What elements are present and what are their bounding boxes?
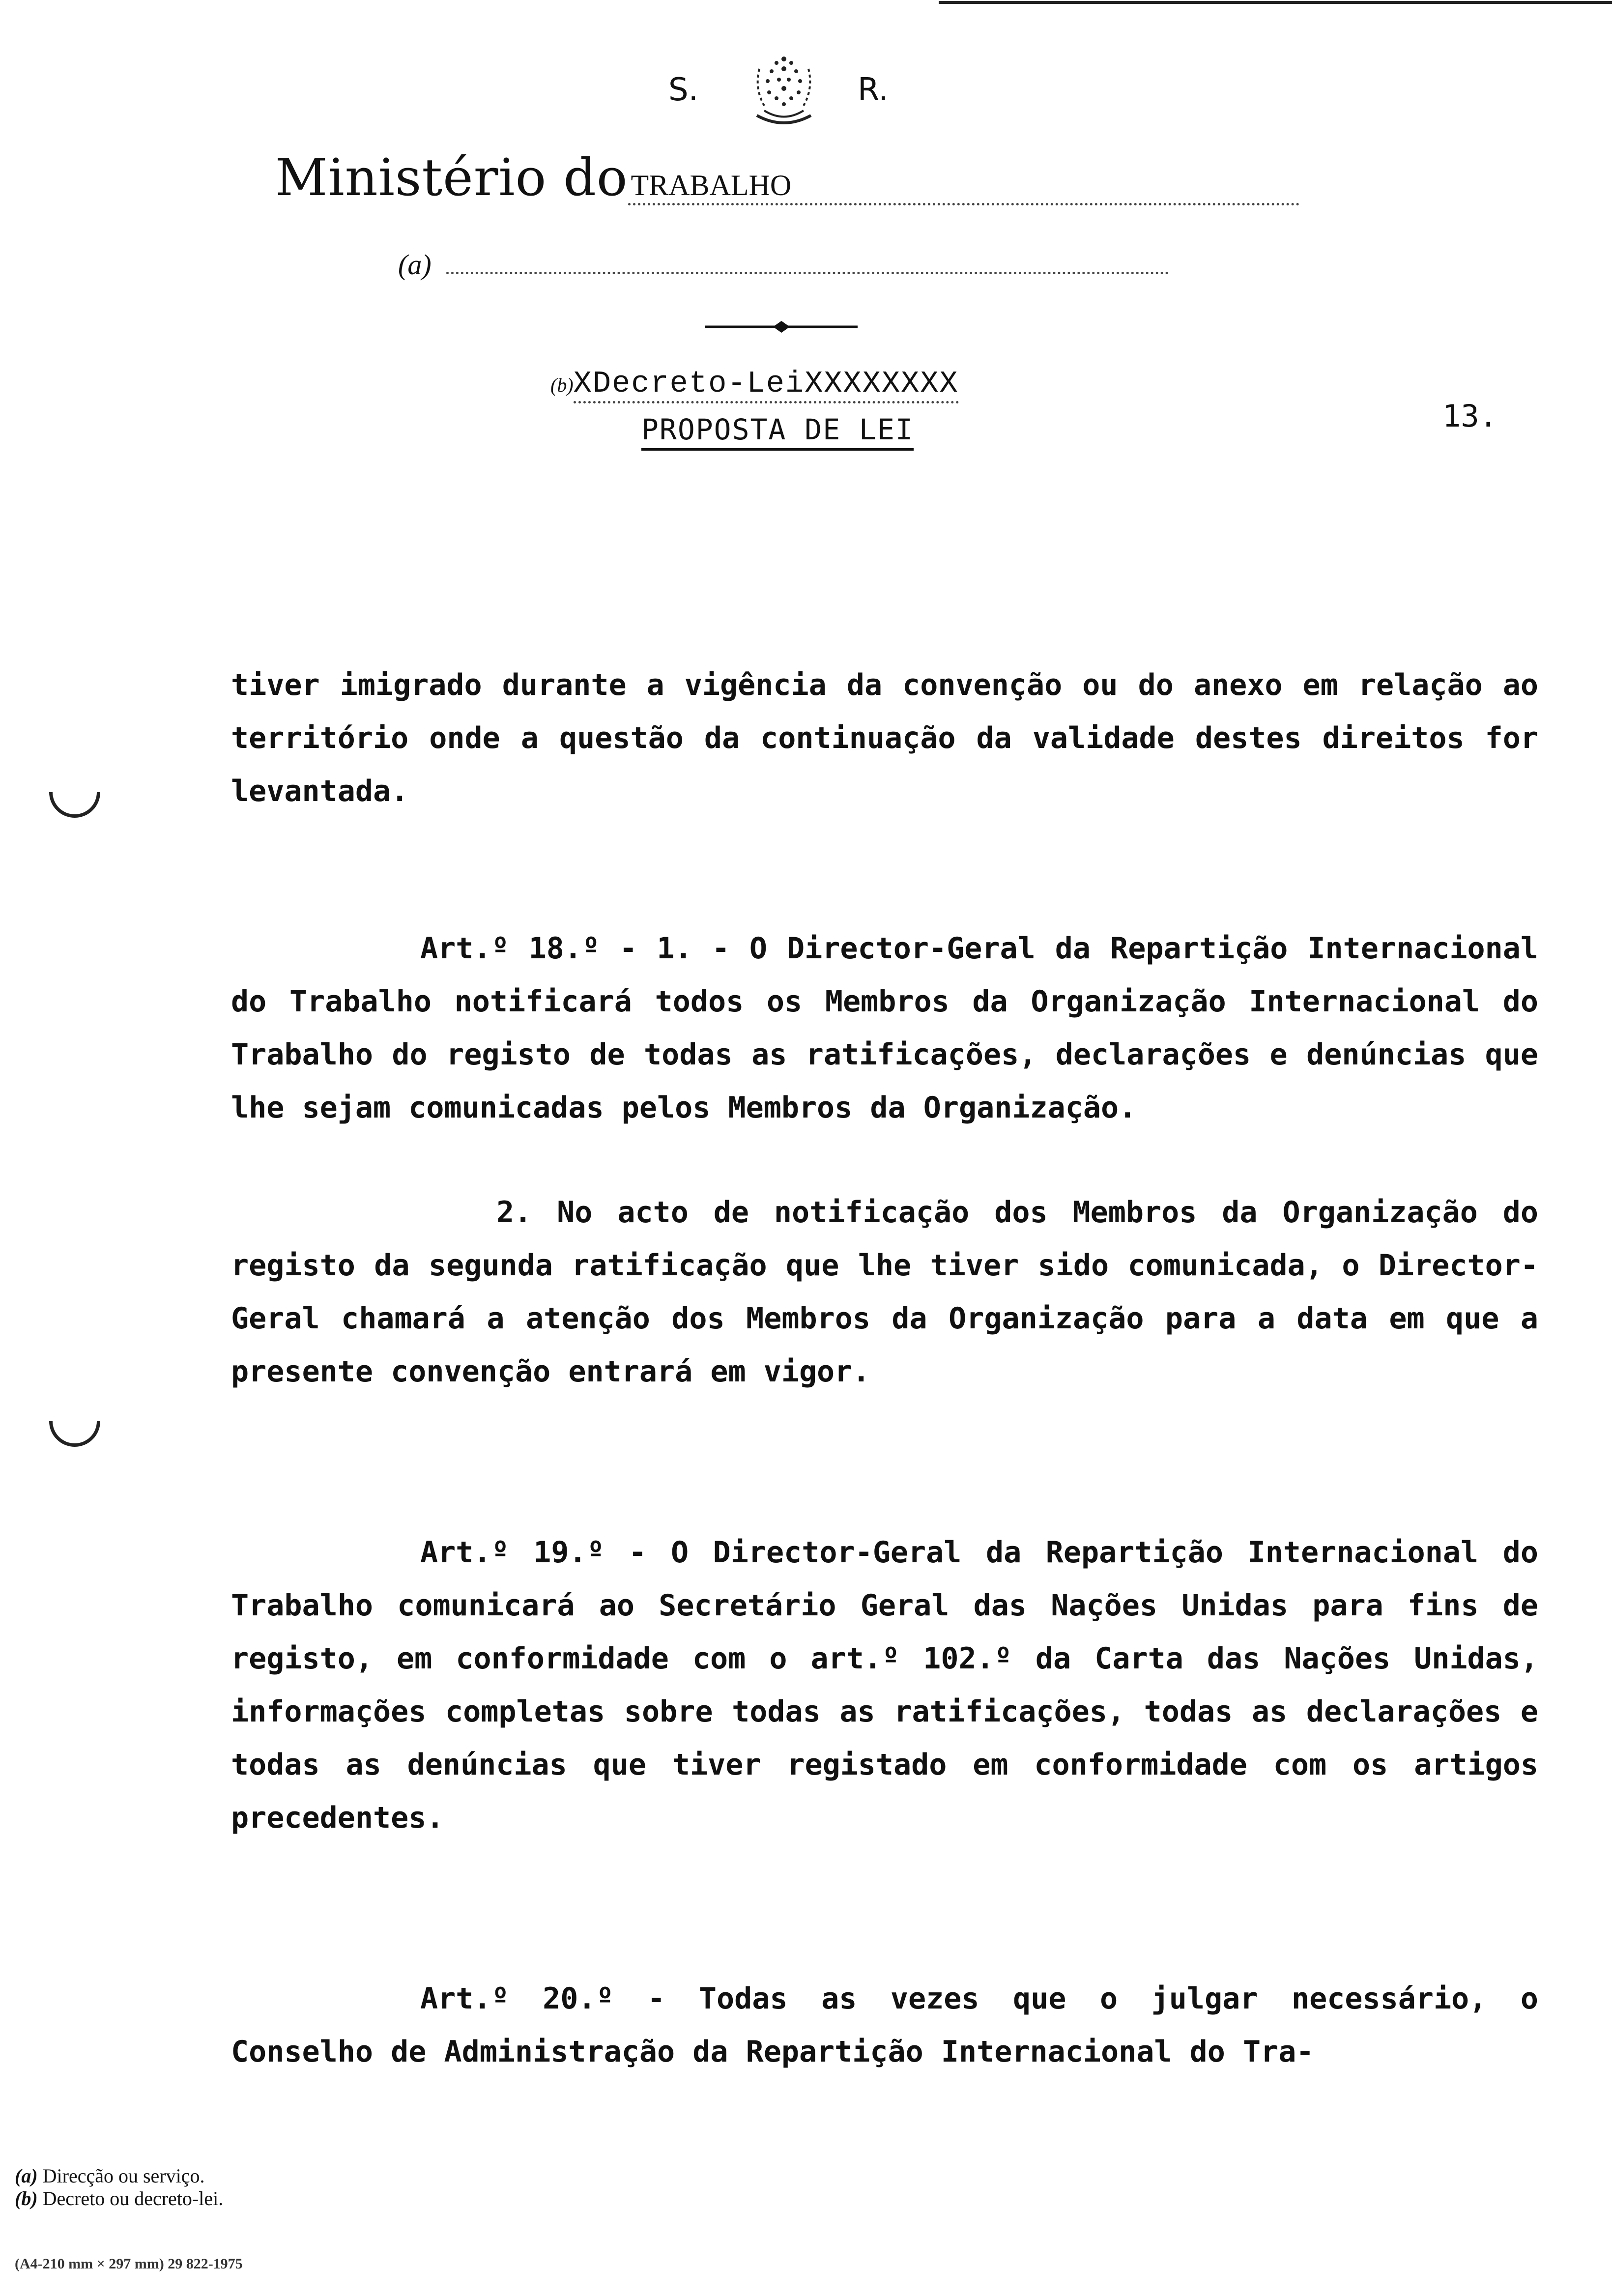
page-number: 13. <box>1442 398 1497 434</box>
punch-hole-mark <box>38 756 111 828</box>
footnote <box>15 2187 223 2210</box>
header-right-letter: R. <box>858 72 889 108</box>
paragraph-article-20: Art.º 20.º - Todas as vezes que o julgar necessário, o Conselho de Administração da Repartição Internacional do Tra- <box>231 1981 1538 2069</box>
document-body <box>231 659 1538 2078</box>
ministry-value: TRABALHO <box>628 168 1299 205</box>
header-left-letter: S. <box>668 72 698 108</box>
ministry-label: Ministério do <box>275 147 628 207</box>
document-title: PROPOSTA DE LEI <box>641 413 914 451</box>
divider-ornament-icon <box>705 319 858 334</box>
paragraph: tiver imigrado durante a vigência da convenção ou do anexo em relação ao território onde a questão da continuação da validade destes direitos for levantada. <box>231 668 1538 808</box>
footnote-key: (b) <box>15 2187 38 2210</box>
service-field <box>398 248 1169 281</box>
decree-type-label: (b) <box>550 374 574 396</box>
footnote-text: Direcção ou serviço. <box>42 2165 205 2187</box>
paragraph-article-19: Art.º 19.º - O Director-Geral da Repartição Internacional do Trabalho comunicará ao Secretário Geral das Nações Unidas para fins de registo, em conformidade com o art.º 102.º da Carta das Nações Unidas, informações completas sobre todas as ratificações, todas as declarações e todas as denúncias que tiver registado em conformidade com os artigos precedentes. <box>231 1535 1538 1835</box>
paragraph-article-18: Art.º 18.º - 1. - O Director-Geral da Repartição Internacional do Trabalho notificará todos os Membros da Organização Internacional do Trabalho do registo de todas as ratificações, declarações e denúncias que lhe sejam comunicadas pelos Membros da Organização. <box>231 931 1538 1125</box>
service-field-label: (a) <box>398 249 432 281</box>
top-edge-rule <box>939 1 1612 4</box>
footnote <box>15 2165 223 2187</box>
footnote-text: Decreto ou decreto-lei. <box>42 2187 224 2210</box>
punch-hole-mark <box>38 1385 111 1457</box>
print-reference: (A4-210 mm × 297 mm) 29 822-1975 <box>15 2256 243 2272</box>
footnote-key: (a) <box>15 2165 38 2187</box>
decree-type-field <box>550 366 959 403</box>
footnotes <box>15 2165 223 2210</box>
decree-type-value: XDecreto-LeiXXXXXXXX <box>574 366 959 403</box>
service-field-value <box>446 249 1169 274</box>
ministry-line <box>275 147 1299 207</box>
coat-of-arms-icon <box>737 49 831 133</box>
paragraph-article-18-item-2: 2. No acto de notificação dos Membros da Organização do registo da segunda ratificação que lhe tiver sido comunicada, o Director-Geral chamará a atenção dos Membros da Organização para a data em que a presente convenção entrará em vigor. <box>231 1195 1538 1389</box>
